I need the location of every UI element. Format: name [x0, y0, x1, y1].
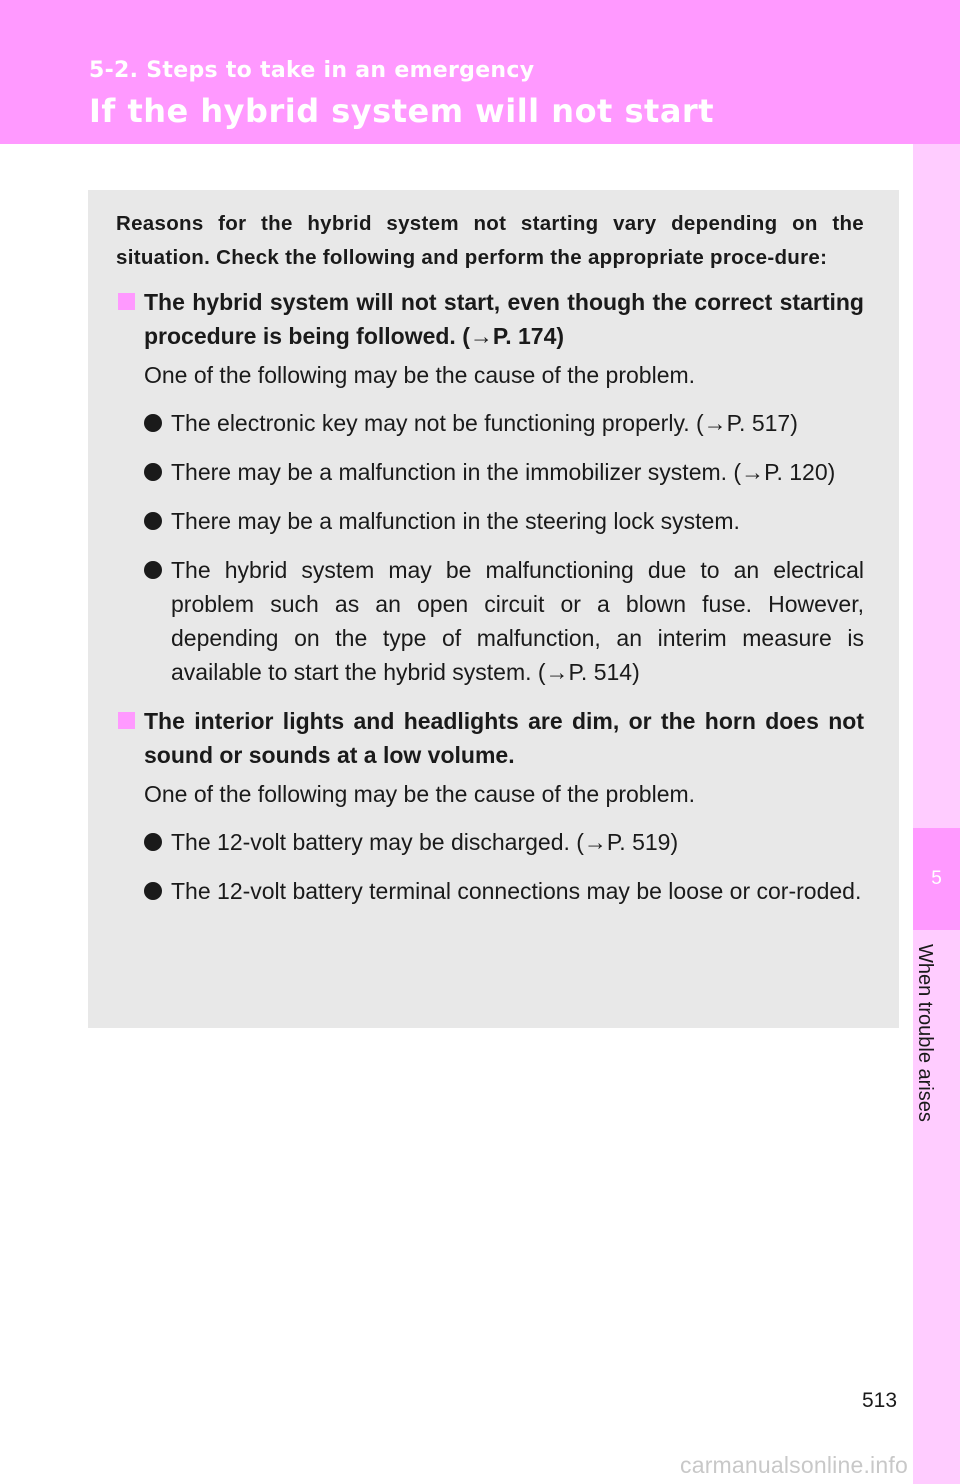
list-item — [116, 825, 864, 859]
list-item — [116, 874, 864, 908]
section-heading — [116, 285, 864, 353]
chapter-side-tab — [913, 144, 960, 1484]
section-label: 5-2. Steps to take in an emergency — [89, 58, 535, 83]
section-lead: One of the following may be the cause of the problem. — [144, 781, 696, 807]
list-item-text: The electronic key may not be functioning properly. (→P. 517) — [171, 410, 798, 436]
bullet-dot-icon — [144, 833, 162, 851]
section-heading — [116, 704, 864, 772]
list-item-text: The hybrid system may be malfunctioning due to an electrical problem such as an open circuit or a blown fuse. However, depending on the type of malfunction, an interim measure is available to start the hybrid system. (→P. 514) — [171, 557, 864, 685]
bullet-dot-icon — [144, 882, 162, 900]
intro-text: Reasons for the hybrid system not starting vary depending on the situation. Check the following and perform the appropriate proce-dure: — [116, 212, 864, 269]
list-item — [116, 504, 864, 538]
square-bullet-icon — [118, 293, 135, 310]
list-item — [116, 553, 864, 689]
chapter-label: When trouble arises — [914, 944, 936, 1122]
bullet-dot-icon — [144, 512, 162, 530]
section-heading-text: The interior lights and headlights are dim, or the horn does not sound or sounds at a low volume. — [144, 708, 864, 768]
content-box — [88, 190, 899, 1028]
chapter-number-tab — [913, 828, 960, 930]
list-item — [116, 406, 864, 440]
bullet-dot-icon — [144, 561, 162, 579]
page-title: If the hybrid system will not start — [89, 92, 714, 130]
page-header — [0, 0, 960, 144]
section-lead: One of the following may be the cause of the problem. — [144, 362, 696, 388]
list-item-text: The 12-volt battery terminal connections may be loose or cor-roded. — [171, 878, 862, 904]
list-item-text: There may be a malfunction in the steering lock system. — [171, 508, 740, 534]
watermark[interactable]: carmanualsonline.info — [680, 1452, 908, 1478]
list-item-text: There may be a malfunction in the immobilizer system. (→P. 120) — [171, 459, 836, 485]
bullet-dot-icon — [144, 414, 162, 432]
list-item-text: The 12-volt battery may be discharged. (→P. 519) — [171, 829, 679, 855]
page-number: 513 — [862, 1389, 898, 1412]
square-bullet-icon — [118, 712, 135, 729]
chapter-number: 5 — [931, 868, 942, 889]
section-heading-text: The hybrid system will not start, even though the correct starting procedure is being followed. (→P. 174) — [144, 289, 864, 349]
bullet-dot-icon — [144, 463, 162, 481]
list-item — [116, 455, 864, 489]
